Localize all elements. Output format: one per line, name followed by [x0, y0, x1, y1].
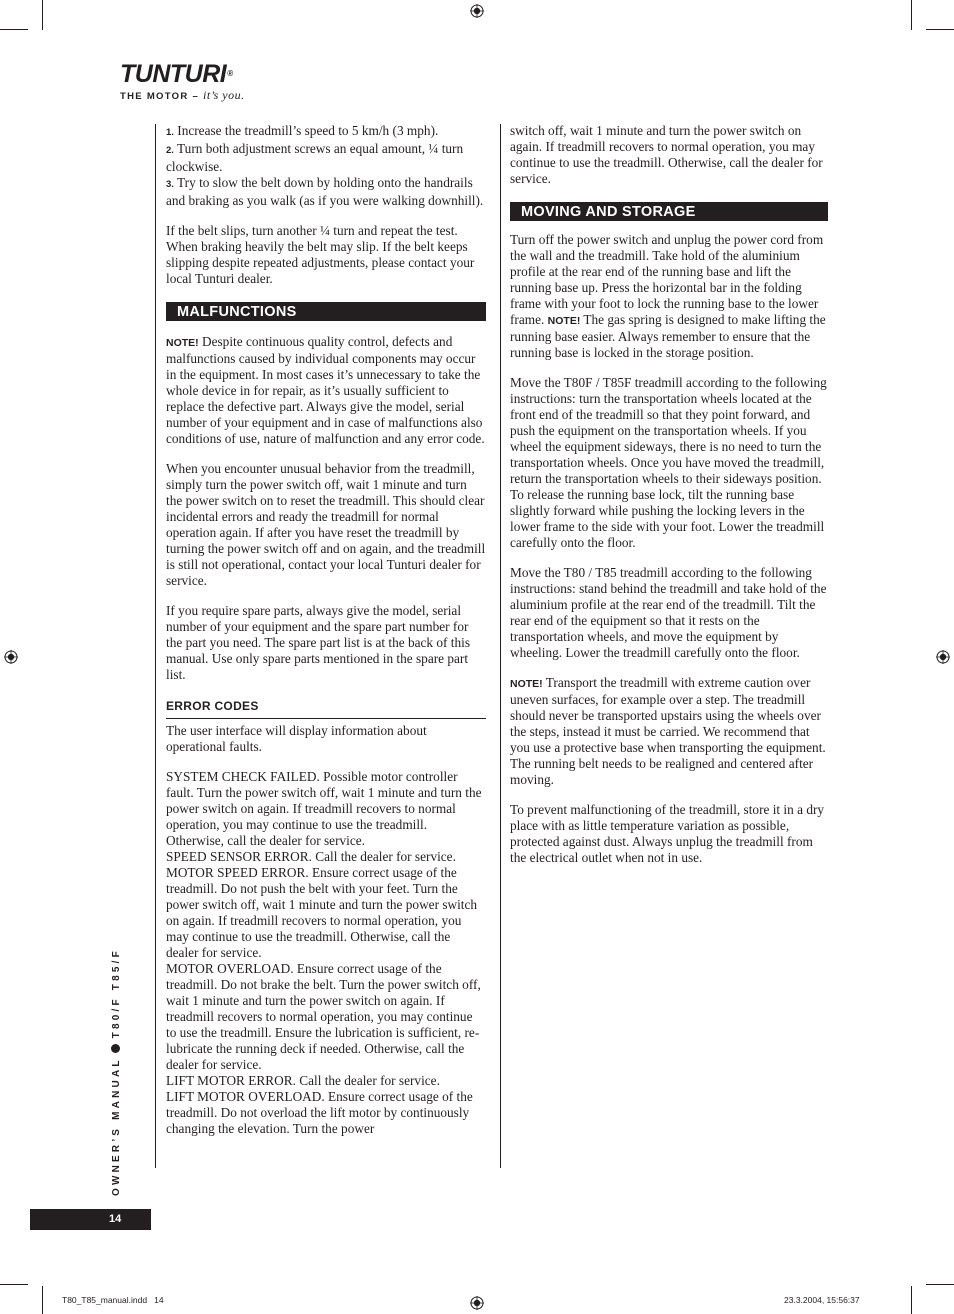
step-number: 3. [166, 179, 174, 190]
note-text: Transport the treadmill with extreme caution over uneven surfaces, for example over a step. The treadmill should never be transported upstairs using the wheels over the steps, instead it must be carried. We recommend that you use a protective base when transporting the equipment. The running belt needs to be realigned and centered after moving. [510, 675, 826, 787]
moving-text: Turn off the power switch and unplug the power cord from the wall and the treadmill. Take hold of the aluminium profile at the rear end of the running base and lift the running base up. Press the horizontal bar in the folding frame with your foot to lock the running base to the lower frame. [510, 232, 824, 327]
model-label: T80/F T85/F [111, 948, 122, 1039]
tunturi-logo [120, 62, 245, 103]
logo-registered-mark: ® [227, 69, 233, 78]
belt-slip-paragraph: If the belt slips, turn another ¼ turn and repeat the test. When braking heavily the belt may slip. If the belt keeps slipping despite repeated adjustments, please contact your local Tunturi dealer. [166, 223, 475, 286]
logo-tagline-bold: THE MOTOR – [120, 91, 200, 102]
error-code-entry: MOTOR SPEED ERROR. Ensure correct usage of the treadmill. Do not push the belt with your feet. Turn the power switch off, wait 1 minute and turn the power switch on again. If treadmill recovers to normal operation, you may continue to use the treadmill. Otherwise, call the dealer for service. [166, 865, 478, 960]
step-2 [166, 141, 486, 175]
unusual-behavior-paragraph: When you encounter unusual behavior from the treadmill, simply turn the power switch off, wait 1 minute and turn the power switch on to reset the treadmill. This should clear incidental errors and ready the treadmill for normal operation again. If after you have reset the treadmill by turning the power switch off and on again, and the treadmill is still not operational, contact your local Tunturi dealer for service. [166, 461, 486, 588]
transport-note-paragraph [510, 675, 828, 788]
crop-mark [911, 1286, 912, 1314]
note-text: Despite continuous quality control, defects and malfunctions caused by individual components may occur in the equipment. In most cases it’s unnecessary to take the whole device in for repair, as it’s usually sufficient to replace the defective part. Always give the model, serial number of your equipment and in case of malfunctions also conditions of use, nature of malfunction and any error code. [166, 334, 485, 446]
left-column [166, 123, 486, 1137]
crop-mark [0, 29, 28, 30]
page-number: 14 [109, 1213, 122, 1225]
spare-parts-paragraph: If you require spare parts, always give the model, serial number of your equipment and the spare part number for the part you need. The spare part list is at the back of this manual. Use only spare parts mentioned in the spare part list. [166, 603, 471, 682]
error-code-entry: SPEED SENSOR ERROR. Call the dealer for service. [166, 849, 456, 864]
error-code-entry: LIFT MOTOR ERROR. Call the dealer for service. [166, 1073, 440, 1088]
continuation-paragraph: switch off, wait 1 minute and turn the power switch on again. If treadmill recovers to normal operation, you may continue to use the treadmill. Otherwise, call the dealer for service. [510, 123, 823, 186]
moving-paragraph [510, 232, 828, 361]
logo-tagline-italic: it’s you. [203, 88, 245, 102]
logo-brand: TUNTURI [120, 60, 227, 88]
malfunctions-heading: MALFUNCTIONS [166, 302, 486, 321]
middle-column-rule [500, 124, 501, 1168]
note-label: NOTE! [510, 678, 543, 690]
file-slug: T80_T85_manual.indd 14 [62, 1295, 164, 1305]
step-number: 2. [166, 145, 174, 156]
crop-mark [42, 0, 43, 30]
registration-mark-icon [936, 650, 950, 664]
step-3 [166, 175, 486, 209]
crop-mark [0, 1284, 28, 1285]
error-codes-heading: ERROR CODES [166, 698, 486, 719]
bullet-dot-icon [111, 1044, 120, 1053]
side-label [111, 948, 122, 1196]
moving-note-text: The gas spring is designed to make lifting the running base easier. Always remember to ensure that the running base is locked in the storage position. [510, 312, 826, 360]
registration-mark-icon [470, 4, 484, 18]
error-code-entry: LIFT MOTOR OVERLOAD. Ensure correct usage of the treadmill. Do not overload the lift motor by continuously changing the elevation. Turn the power [166, 1089, 473, 1136]
step-text: Turn both adjustment screws an equal amount, ¼ turn clockwise. [166, 141, 464, 174]
registration-mark-icon [470, 1296, 484, 1310]
crop-mark [911, 0, 912, 30]
error-codes-intro: The user interface will display information about operational faults. [166, 723, 427, 754]
step-text: Try to slow the belt down by holding onto the handrails and braking as you walk (as if you were walking downhill). [166, 175, 484, 208]
left-column-rule [155, 124, 156, 1168]
page-number-box [30, 1209, 151, 1230]
manual-label: OWNER’S MANUAL [111, 1057, 122, 1196]
error-code-entry: SYSTEM CHECK FAILED. Possible motor controller fault. Turn the power switch off, wait 1 minute and turn the power switch on again. If treadmill recovers to normal operation, you may continue to use the treadmill. Otherwise, call the dealer for service. [166, 769, 482, 848]
moving-storage-heading: MOVING AND STORAGE [510, 202, 828, 221]
step-1 [166, 123, 486, 141]
storage-paragraph: To prevent malfunctioning of the treadmill, store it in a dry place with as little temperature variation as possible, protected against dust. Always unplug the treadmill from the electrical outlet when not in use. [510, 802, 825, 865]
note-label: NOTE! [166, 337, 199, 349]
registration-mark-icon [4, 650, 18, 664]
malfunctions-note-paragraph [166, 334, 486, 447]
right-column [510, 123, 828, 866]
step-number: 1. [166, 127, 174, 138]
error-code-entry: MOTOR OVERLOAD. Ensure correct usage of the treadmill. Do not brake the belt. Turn the power switch off, wait 1 minute and turn the power switch on again. If treadmill recovers to normal operation, you may continue to use the treadmill. Ensure the lubrication is sufficient, re-lubricate the running deck if needed. Otherwise, call the dealer for service. [166, 961, 481, 1072]
crop-mark [926, 1284, 954, 1285]
crop-mark [926, 29, 954, 30]
timestamp: 23.3.2004, 15:56:37 [784, 1295, 860, 1305]
t80f-paragraph: Move the T80F / T85F treadmill according to the following instructions: turn the transportation wheels located at the front end of the treadmill so that they point forward, and push the equipment on the transportation wheels. If you wheel the equipment sideways, there is no need to turn the transportation wheels. Once you have moved the treadmill, return the transportation wheels to their sideways position. To release the running base lock, tilt the running base slightly forward while pushing the locking levers in the lower frame to the side with your foot. Lower the treadmill carefully onto the floor. [510, 375, 827, 550]
note-label: NOTE! [547, 315, 581, 327]
step-text: Increase the treadmill’s speed to 5 km/h (3 mph). [177, 123, 439, 138]
crop-mark [42, 1286, 43, 1314]
t80-paragraph: Move the T80 / T85 treadmill according to the following instructions: stand behind the treadmill and take hold of the aluminium profile at the rear end of the treadmill. Tilt the rear end of the equipment so that it rests on the transportation wheels, and move the equipment by wheeling. Lower the treadmill carefully onto the floor. [510, 565, 827, 660]
